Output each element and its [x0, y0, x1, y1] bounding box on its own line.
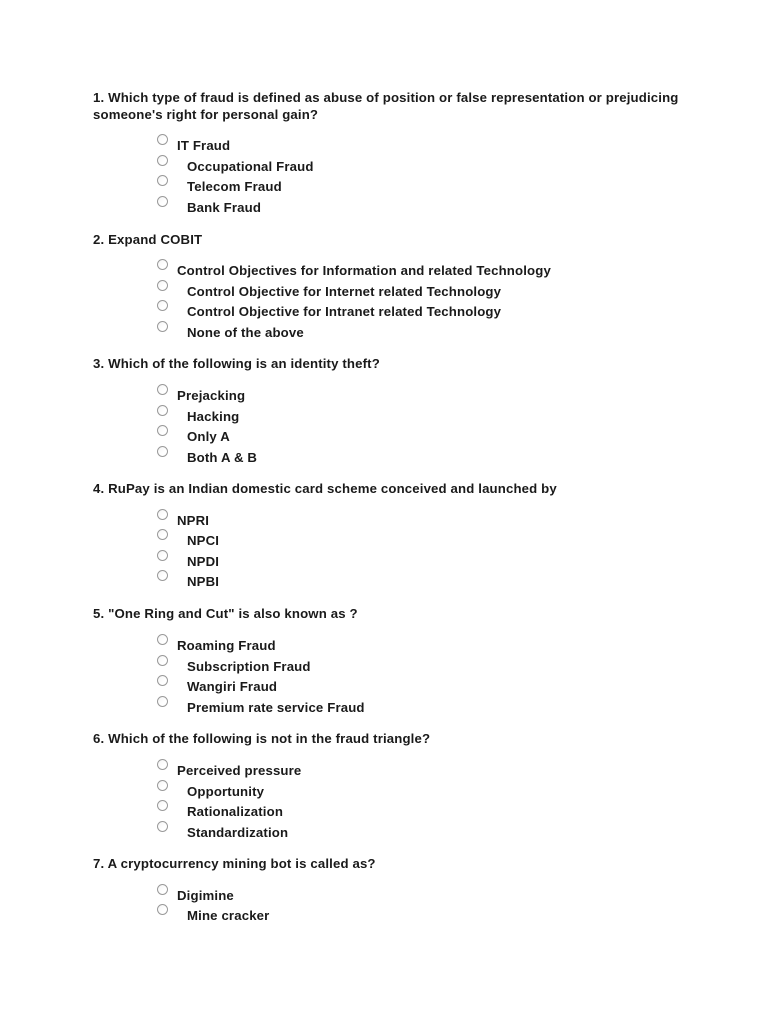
radio-button[interactable] — [157, 259, 168, 270]
option-3b[interactable] — [157, 405, 677, 423]
option-label: Subscription Fraud — [187, 659, 311, 674]
radio-button[interactable] — [157, 321, 168, 332]
radio-button[interactable] — [157, 280, 168, 291]
option-label: Wangiri Fraud — [187, 679, 278, 694]
option-2a[interactable] — [157, 259, 677, 277]
radio-button[interactable] — [157, 821, 168, 832]
option-4b[interactable] — [157, 529, 677, 547]
radio-button[interactable] — [157, 300, 168, 311]
radio-button[interactable] — [157, 175, 168, 186]
option-7a[interactable] — [157, 884, 677, 902]
option-7b[interactable] — [157, 904, 677, 922]
option-6d[interactable] — [157, 821, 677, 839]
option-label: Standardization — [187, 825, 289, 840]
radio-button[interactable] — [157, 196, 168, 207]
option-label: Roaming Fraud — [177, 638, 276, 653]
option-label: Prejacking — [177, 388, 246, 403]
radio-button[interactable] — [157, 425, 168, 436]
question-text: 5. "One Ring and Cut" is also known as ? — [93, 606, 358, 621]
option-label: NPDI — [187, 554, 220, 569]
option-1d[interactable] — [157, 196, 677, 214]
option-5a[interactable] — [157, 634, 677, 652]
option-2d[interactable] — [157, 321, 677, 339]
radio-button[interactable] — [157, 759, 168, 770]
option-6c[interactable] — [157, 800, 677, 818]
radio-button[interactable] — [157, 529, 168, 540]
radio-button[interactable] — [157, 134, 168, 145]
option-label: NPCI — [187, 533, 220, 548]
option-label: Mine cracker — [187, 908, 270, 923]
radio-button[interactable] — [157, 675, 168, 686]
radio-button[interactable] — [157, 800, 168, 811]
option-6a[interactable] — [157, 759, 677, 777]
radio-button[interactable] — [157, 550, 168, 561]
radio-button[interactable] — [157, 696, 168, 707]
radio-button[interactable] — [157, 384, 168, 395]
option-5c[interactable] — [157, 675, 677, 693]
radio-button[interactable] — [157, 405, 168, 416]
option-3c[interactable] — [157, 425, 677, 443]
option-4d[interactable] — [157, 570, 677, 588]
question-text: 7. A cryptocurrency mining bot is called as? — [93, 856, 376, 871]
option-label: NPBI — [187, 574, 220, 589]
question-text: 1. Which type of fraud is defined as abuse of position or false representation or prejudicing someone's right for personal gain? — [93, 90, 679, 122]
option-label: Telecom Fraud — [187, 179, 282, 194]
radio-button[interactable] — [157, 780, 168, 791]
option-label: Perceived pressure — [177, 763, 302, 778]
option-2b[interactable] — [157, 280, 677, 298]
radio-button[interactable] — [157, 155, 168, 166]
question-text: 3. Which of the following is an identity theft? — [93, 356, 380, 371]
option-label: Only A — [187, 429, 230, 444]
option-label: IT Fraud — [177, 138, 231, 153]
option-3a[interactable] — [157, 384, 677, 402]
option-4c[interactable] — [157, 550, 677, 568]
option-1b[interactable] — [157, 155, 677, 173]
option-label: Premium rate service Fraud — [187, 700, 365, 715]
radio-button[interactable] — [157, 904, 168, 915]
option-label: Control Objectives for Information and related Technology — [177, 263, 551, 278]
option-2c[interactable] — [157, 300, 677, 318]
option-label: Control Objective for Intranet related Technology — [187, 304, 502, 319]
radio-button[interactable] — [157, 509, 168, 520]
option-5b[interactable] — [157, 655, 677, 673]
option-label: Bank Fraud — [187, 200, 262, 215]
radio-button[interactable] — [157, 655, 168, 666]
option-label: Hacking — [187, 409, 240, 424]
option-3d[interactable] — [157, 446, 677, 464]
radio-button[interactable] — [157, 446, 168, 457]
radio-button[interactable] — [157, 634, 168, 645]
option-label: Rationalization — [187, 804, 284, 819]
question-text: 2. Expand COBIT — [93, 232, 203, 247]
option-label: None of the above — [187, 325, 304, 340]
option-4a[interactable] — [157, 509, 677, 527]
option-6b[interactable] — [157, 780, 677, 798]
option-label: Occupational Fraud — [187, 159, 314, 174]
radio-button[interactable] — [157, 884, 168, 895]
option-label: Opportunity — [187, 784, 265, 799]
option-label: NPRI — [177, 513, 210, 528]
question-text: 6. Which of the following is not in the fraud triangle? — [93, 731, 431, 746]
option-1c[interactable] — [157, 175, 677, 193]
option-1a[interactable] — [157, 134, 677, 152]
option-label: Digimine — [177, 888, 234, 903]
option-label: Both A & B — [187, 450, 258, 465]
question-text: 4. RuPay is an Indian domestic card scheme conceived and launched by — [93, 481, 557, 496]
radio-button[interactable] — [157, 570, 168, 581]
option-label: Control Objective for Internet related Technology — [187, 284, 502, 299]
option-5d[interactable] — [157, 696, 677, 714]
